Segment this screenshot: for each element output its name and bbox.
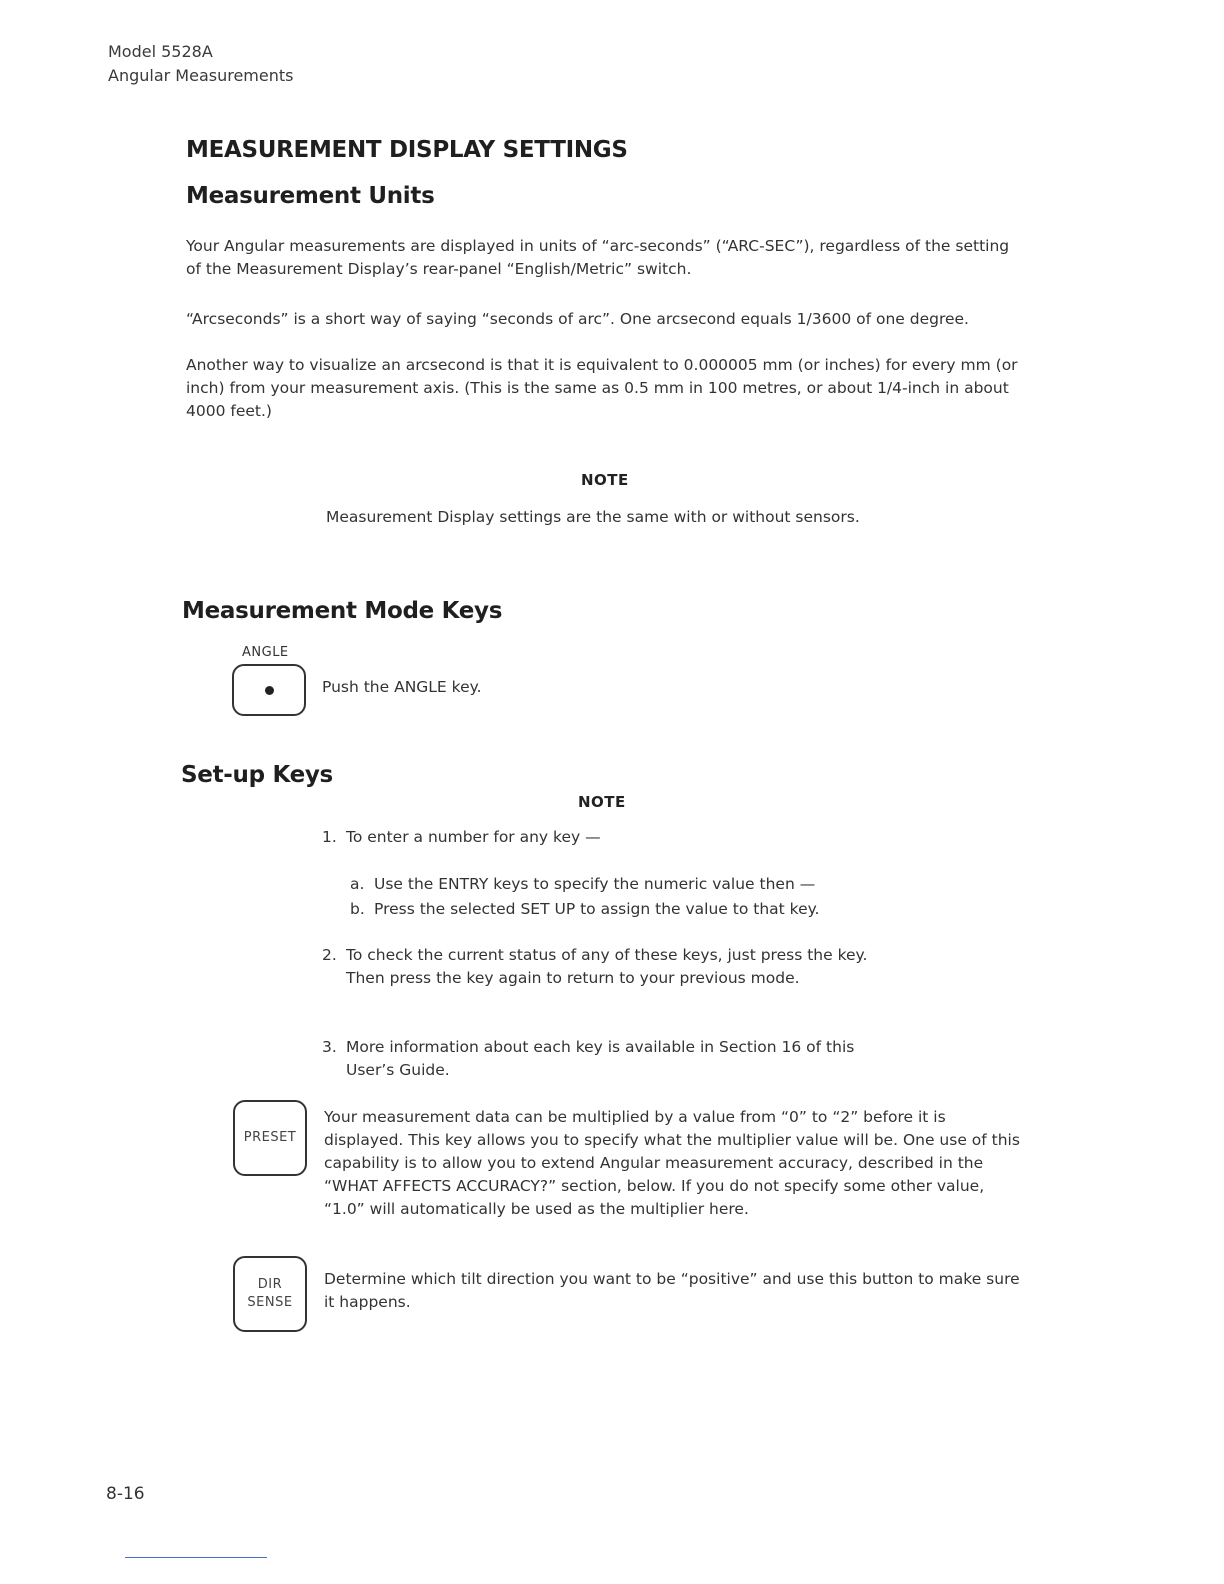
dir-sense-description: Determine which tilt direction you want to be “positive” and use this button to make sure it happens. bbox=[324, 1270, 1020, 1311]
angle-key[interactable] bbox=[232, 664, 306, 716]
units-paragraph-2: “Arcseconds” is a short way of saying “seconds of arc”. One arcsecond equals 1/3600 of one degree. bbox=[186, 310, 969, 328]
dir-sense-key-label-line1: DIR bbox=[257, 1277, 283, 1292]
list-item bbox=[322, 1036, 882, 1082]
angle-key-label: ANGLE bbox=[242, 645, 289, 660]
units-heading: Measurement Units bbox=[186, 183, 435, 209]
dir-sense-key-label-line2: SENSE bbox=[247, 1295, 293, 1310]
preset-key-label: PRESET bbox=[243, 1130, 297, 1145]
setup-keys-heading: Set-up Keys bbox=[181, 762, 333, 788]
mode-keys-heading: Measurement Mode Keys bbox=[182, 598, 503, 624]
list-item bbox=[322, 826, 882, 849]
list-number: 1. bbox=[322, 828, 337, 846]
preset-description: Your measurement data can be multiplied by a value from “0” to “2” before it is displayed. This key allows you to specify what the multiplier value will be. One use of this capability is to allow you to extend Angular measurement accuracy, described in the “WHAT AFFECTS ACCURACY?” section, below. If you do not specify some other value, “1.0” will automatically be used as the multiplier here. bbox=[324, 1108, 1020, 1218]
page-number: 8-16 bbox=[106, 1484, 145, 1504]
model-label: Model 5528A bbox=[108, 42, 213, 61]
note-text: Measurement Display settings are the same with or without sensors. bbox=[326, 508, 860, 526]
sub-list-text: Use the ENTRY keys to specify the numeric value then — bbox=[374, 875, 816, 893]
list-text: To enter a number for any key — bbox=[346, 828, 601, 846]
list-number: 2. bbox=[322, 946, 337, 964]
sub-list-item bbox=[350, 898, 890, 921]
list-text: More information about each key is available in Section 16 of this User’s Guide. bbox=[346, 1038, 855, 1079]
chapter-label: Angular Measurements bbox=[108, 66, 294, 85]
section-title: MEASUREMENT DISPLAY SETTINGS bbox=[186, 137, 628, 163]
list-text: To check the current status of any of these keys, just press the key. Then press the key again to return to your previous mode. bbox=[346, 946, 868, 987]
preset-key[interactable] bbox=[233, 1100, 307, 1176]
running-header bbox=[108, 40, 293, 88]
note-title: NOTE bbox=[581, 471, 629, 489]
setup-note-title: NOTE bbox=[578, 793, 626, 811]
sub-list-letter: a. bbox=[350, 875, 365, 893]
dir-sense-key[interactable] bbox=[233, 1256, 307, 1332]
list-item bbox=[322, 944, 882, 990]
angle-key-instruction: Push the ANGLE key. bbox=[322, 678, 482, 696]
sub-list-item bbox=[350, 873, 890, 896]
units-paragraph-3: Another way to visualize an arcsecond is that it is equivalent to 0.000005 mm (or inches) for every mm (or inch) from your measurement axis. (This is the same as 0.5 mm in 100 metres, or about 1/4-inch in about 4000 feet.) bbox=[186, 356, 1018, 420]
footer-rule bbox=[125, 1557, 267, 1558]
list-number: 3. bbox=[322, 1038, 337, 1056]
units-paragraph-1: Your Angular measurements are displayed in units of “arc-seconds” (“ARC-SEC”), regardless of the setting of the Measurement Display’s rear-panel “English/Metric” switch. bbox=[186, 237, 1010, 278]
dot-icon bbox=[265, 686, 274, 695]
sub-list-text: Press the selected SET UP to assign the value to that key. bbox=[374, 900, 820, 918]
sub-list-letter: b. bbox=[350, 900, 365, 918]
